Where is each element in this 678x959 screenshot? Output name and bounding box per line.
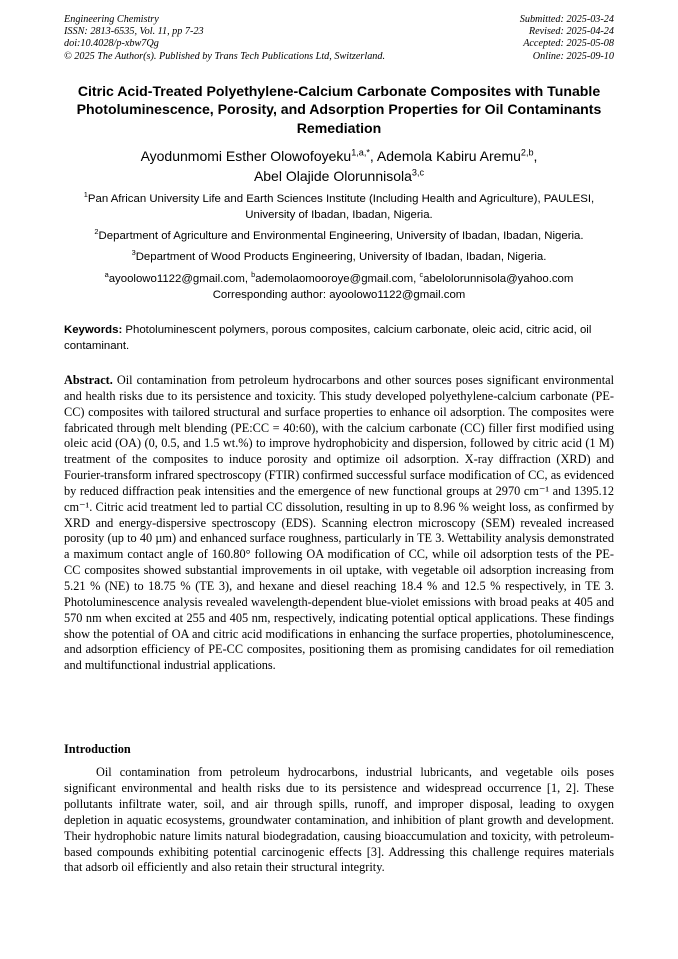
journal-issn: ISSN: 2813-6535, Vol. 11, pp 7-23 bbox=[64, 26, 204, 38]
affiliation-text: Department of Agriculture and Environmental Engineering, University of Ibadan, Ibadan, Nigeria. bbox=[98, 230, 584, 242]
author-list: Ayodunmomi Esther Olowofoyeku$^{1,a,*}$, Ademola Kabiru Aremu$^{2,b}$, Abel Olajide Olorunnisola$^{3,c}$ bbox=[140, 147, 538, 184]
corresponding-author: Corresponding author: ayoolowo1122@gmail.com bbox=[212, 288, 466, 301]
online-date: Online: 2025-09-10 bbox=[532, 50, 614, 62]
abstract-label: Abstract. bbox=[64, 373, 113, 387]
affiliation-text: Pan African University Life and Earth Sciences Institute (Including Health and Agriculture), PAULESI, University of Ibadan, Ibadan, Nigeria. bbox=[87, 193, 595, 221]
introduction-paragraph: Oil contamination from petroleum hydrocarbons, industrial lubricants, and vegetable oils poses significant environmental and health risks due to its persistence and widespread occurrence [1, 2]. These pollutants infiltrate water, soil, and air through spills, runoff, and improper disposal, leading to oxygen depletion in aquatic ecosystems, groundwater contamination, and inhibition of plant growth and development. Their hydrophobic nature limits natural biodegradation, causing bioaccumulation and toxicity, with petroleum-based compounds exhibiting potential carcinogenic effects [3]. Addressing this challenge requires materials that adsorb oil efficiently and also retain their structural integrity. bbox=[64, 765, 614, 875]
affiliation-superscript: 1 bbox=[83, 190, 88, 200]
journal-header-right bbox=[444, 14, 614, 63]
keywords-label: Keywords: bbox=[64, 324, 123, 336]
affiliation-text: Department of Wood Products Engineering, University of Ibadan, Ibadan, Nigeria. bbox=[135, 251, 547, 263]
email-link[interactable]: abelolorunnisola@yahoo.com bbox=[423, 273, 574, 285]
email-superscript: b bbox=[251, 270, 256, 280]
accepted-date: Accepted: 2025-05-08 bbox=[523, 38, 614, 50]
affiliation-1 bbox=[64, 191, 614, 223]
abstract-text: Oil contamination from petroleum hydrocarbons and other sources poses significant environmental and health risks due to its persistence and toxicity. This study developed polyethylene-calcium carbonate (PE-CC) composites with tailored structural and surface properties to enhance oil adsorption. The composites were fabricated through melt blending (PE:CC = 40:60), with the calcium carbonate (CC) filler first modified using oleic acid (OA) (0, 0.5, and 1.5 wt.%) to improve hydrophobicity and dispersion, followed by citric acid (1 M) treatment of the composites to induce porosity and optimize oil adsorption. X-ray diffraction (XRD) and Fourier-transform infrared spectroscopy (FTIR) confirmed successful surface modification of CC, as evidenced by reduced diffraction peak intensities and the emergence of new functional groups at 2970 cm⁻¹ and 1395.12 cm⁻¹. Citric acid treatment led to partial CC dissolution, resulting in up to 8.96 % weight loss, as confirmed by XRD and energy-dispersive spectroscopy (EDS). Scanning electron microscopy (SEM) revealed increased porosity (up to 40 µm) and enhanced surface roughness, particularly in TE 3. Wettability analysis demonstrated a maximum contact angle of 160.80° following OA modification of CC, while oil adsorption tests of the PE-CC composites showed substantial improvements in oil uptake, with vegetable oil adsorption increasing from 5.21 % (NE) to 18.75 % (TE 3), and hexane and diesel reaching 18.4 % and 12.5 % respectively, in TE 3. Photoluminescence analysis revealed wavelength-dependent blue-violet emissions with broad peaks at 405 and 570 nm when excited at 255 and 405 nm, respectively, indicating potential optical applications. These findings show the potential of OA and citric acid modifications in enhancing the surface properties, photoluminescence, and adsorption efficiency of PE-CC composites, positioning them as promising candidates for oil remediation and multifunctional industrial applications. bbox=[64, 373, 614, 673]
email-superscript: a bbox=[104, 270, 109, 280]
author-emails: $^a$ayoolowo1122@gmail.com, $^b$ademolaomooroye@gmail.com, $^c$abelolorunnisola@yahoo.com Corresponding author: ayoolowo1122@gmail.com bbox=[104, 270, 574, 301]
paper-title: Citric Acid-Treated Polyethylene-Calcium Carbonate Composites with Tunable Photoluminescence, Porosity, and Adsorption Properties for Oil Contaminants Remediation bbox=[76, 83, 602, 136]
author-name: Ayodunmomi Esther Olowofoyeku bbox=[140, 148, 352, 164]
keywords-section bbox=[64, 322, 614, 354]
affiliation-2 bbox=[64, 228, 614, 244]
keywords-text: Photoluminescent polymers, porous composites, calcium carbonate, oleic acid, citric acid, oil contaminant. bbox=[64, 324, 592, 352]
submitted-date: Submitted: 2025-03-24 bbox=[519, 14, 614, 25]
email-link[interactable]: ademolaomooroye@gmail.com bbox=[255, 273, 414, 285]
abstract-section bbox=[64, 373, 614, 674]
revised-date: Revised: 2025-04-24 bbox=[528, 26, 614, 38]
author-superscript: 1,a,* bbox=[351, 147, 370, 158]
journal-header-left bbox=[64, 14, 444, 63]
affiliation-superscript: 3 bbox=[131, 248, 136, 258]
copyright-notice: © 2025 The Author(s). Published by Trans Tech Publications Ltd, Switzerland. bbox=[64, 50, 386, 62]
affiliation-3 bbox=[64, 249, 614, 265]
author-name: Abel Olajide Olorunnisola bbox=[253, 168, 412, 184]
author-superscript: 3,c bbox=[411, 167, 425, 178]
journal-name: Engineering Chemistry bbox=[64, 14, 159, 25]
introduction-heading: Introduction bbox=[64, 742, 131, 756]
author-name: Ademola Kabiru Aremu bbox=[376, 148, 521, 164]
author-superscript: 2,b bbox=[520, 147, 534, 158]
journal-doi[interactable]: doi:10.4028/p-xbw7Qg bbox=[64, 38, 159, 50]
email-link[interactable]: ayoolowo1122@gmail.com bbox=[108, 273, 245, 285]
email-superscript: c bbox=[419, 270, 424, 280]
affiliation-superscript: 2 bbox=[94, 227, 99, 237]
